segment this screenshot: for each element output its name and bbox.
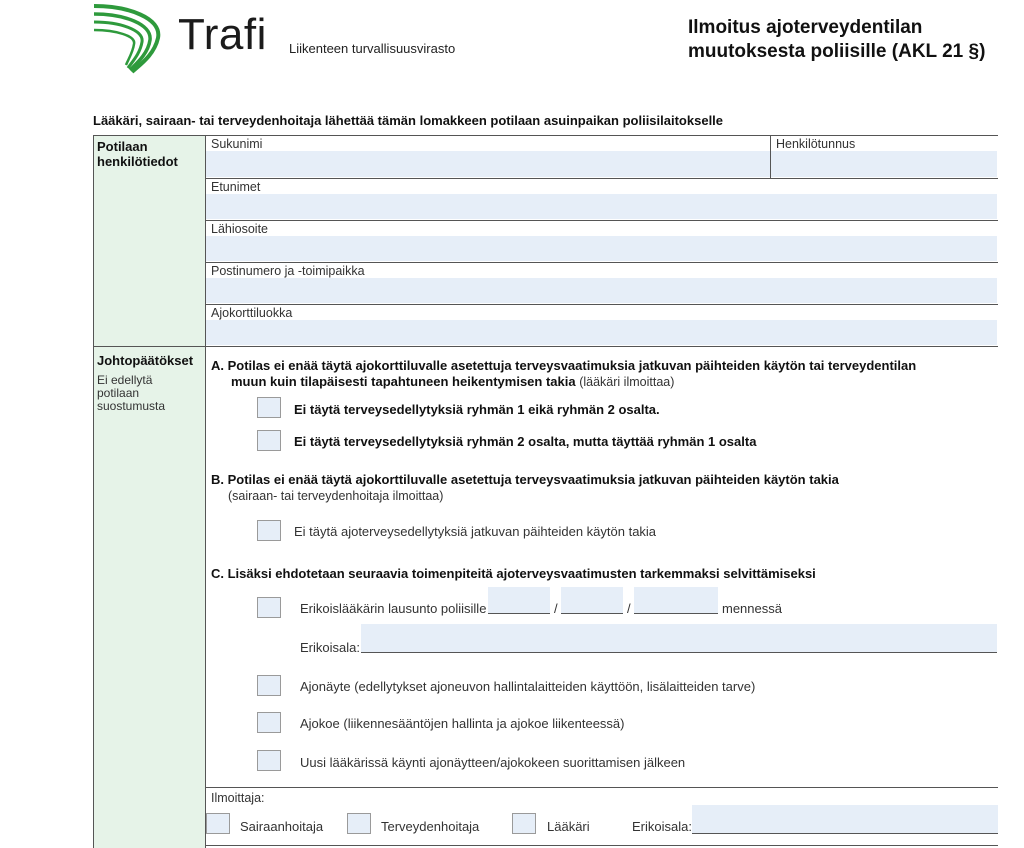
checkbox-health-nurse[interactable]	[347, 813, 371, 834]
section-c-heading: C. Lisäksi ehdotetaan seuraavia toimenpiteitä ajoterveysvaatimusten tarkemmaksi selvittämiseksi	[211, 566, 816, 581]
date-year-underline	[634, 613, 718, 614]
specialty-underline	[361, 652, 997, 653]
firstnames-field[interactable]	[206, 194, 997, 219]
notifier-specialty-underline	[692, 833, 998, 834]
row-divider	[206, 178, 998, 179]
option-c1-label: Erikoislääkärin lausunto poliisille	[300, 601, 487, 616]
specialty-field[interactable]	[361, 624, 997, 652]
checkbox-b1[interactable]	[257, 520, 281, 541]
section-b-heading: B. Potilas ei enää täytä ajokorttiluvalle asetettuja terveysvaatimuksia jatkuvan päihteiden käytön takia (sairaan- tai terveydenhoitaja ilmoittaa)	[211, 472, 839, 503]
postal-field[interactable]	[206, 278, 997, 303]
option-a2-label: Ei täytä terveysedellytyksiä ryhmän 2 osalta, mutta täyttää ryhmän 1 osalta	[294, 434, 757, 449]
date-month-field[interactable]	[561, 587, 623, 613]
section-a-heading: A. Potilas ei enää täytä ajokorttiluvalle asetettuja terveysvaatimuksia jatkuvan päihteiden käytön tai terveydentilan muun kuin tilapäisesti tapahtuneen heikentymisen takia (lääkäri ilmoittaa)	[211, 358, 917, 389]
date-day-underline	[488, 613, 550, 614]
date-year-field[interactable]	[634, 587, 718, 613]
specialty-label: Erikoisala:	[300, 640, 360, 655]
section-divider	[93, 346, 998, 347]
patient-section-label: Potilaan henkilötiedot	[97, 139, 178, 169]
title-line-1: Ilmoitus ajoterveydentilan	[688, 17, 923, 38]
row-divider	[206, 787, 998, 788]
section-label-column	[94, 136, 206, 848]
row-divider	[206, 845, 998, 846]
option-c4-label: Uusi lääkärissä käynti ajonäytteen/ajokokeen suorittamisen jälkeen	[300, 755, 686, 770]
checkbox-nurse[interactable]	[206, 813, 230, 834]
option-c2-label: Ajonäyte (edellytykset ajoneuvon hallintalaitteiden käyttöön, lisälaitteiden tarve)	[300, 679, 756, 694]
notifier-specialty-label: Erikoisala:	[632, 819, 692, 834]
checkbox-c3[interactable]	[257, 712, 281, 733]
document-title	[688, 16, 985, 64]
intro-text: Lääkäri, sairaan- tai terveydenhoitaja lähettää tämän lomakkeen potilaan asuinpaikan poliisilaitokselle	[93, 113, 724, 128]
row-divider	[206, 304, 998, 305]
firstnames-label: Etunimet	[211, 180, 261, 194]
surname-label: Sukunimi	[211, 137, 263, 151]
date-separator: /	[627, 601, 631, 616]
title-line-2: muutoksesta poliisille (AKL 21 §)	[688, 41, 986, 62]
doctor-label: Lääkäri	[547, 819, 590, 834]
row-divider	[206, 220, 998, 221]
checkbox-c1[interactable]	[257, 597, 281, 618]
date-month-underline	[561, 613, 623, 614]
checkbox-a1[interactable]	[257, 397, 281, 418]
option-a1-label: Ei täytä terveysedellytyksiä ryhmän 1 eikä ryhmän 2 osalta.	[294, 402, 660, 417]
ssn-field[interactable]	[771, 151, 997, 177]
postal-label: Postinumero ja -toimipaikka	[211, 264, 365, 278]
consent-note: Ei edellytä potilaan suostumusta	[97, 373, 166, 413]
trafi-logo-icon	[88, 2, 168, 74]
license-class-field[interactable]	[206, 320, 997, 345]
deadline-label: mennessä	[722, 601, 782, 616]
option-c3-label: Ajokoe (liikennesääntöjen hallinta ja ajokoe liikenteessä)	[300, 716, 625, 731]
date-separator: /	[554, 601, 558, 616]
license-class-label: Ajokorttiluokka	[211, 306, 293, 320]
checkbox-c2[interactable]	[257, 675, 281, 696]
brand-name: Trafi	[178, 10, 267, 59]
checkbox-a2[interactable]	[257, 430, 281, 451]
row-divider	[206, 262, 998, 263]
conclusions-section-label: Johtopäätökset	[97, 353, 194, 368]
nurse-label: Sairaanhoitaja	[240, 819, 324, 834]
address-label: Lähiosoite	[211, 222, 268, 236]
address-field[interactable]	[206, 236, 997, 261]
checkbox-c4[interactable]	[257, 750, 281, 771]
frame-top-line	[93, 135, 998, 136]
health-nurse-label: Terveydenhoitaja	[381, 819, 480, 834]
agency-name: Liikenteen turvallisuusvirasto	[289, 41, 456, 56]
surname-field[interactable]	[206, 151, 770, 177]
ssn-label: Henkilötunnus	[776, 137, 856, 151]
notifier-specialty-field[interactable]	[692, 805, 998, 833]
checkbox-doctor[interactable]	[512, 813, 536, 834]
date-day-field[interactable]	[488, 587, 550, 613]
option-b1-label: Ei täytä ajoterveysedellytyksiä jatkuvan päihteiden käytön takia	[294, 524, 657, 539]
notifier-label: Ilmoittaja:	[211, 791, 265, 805]
